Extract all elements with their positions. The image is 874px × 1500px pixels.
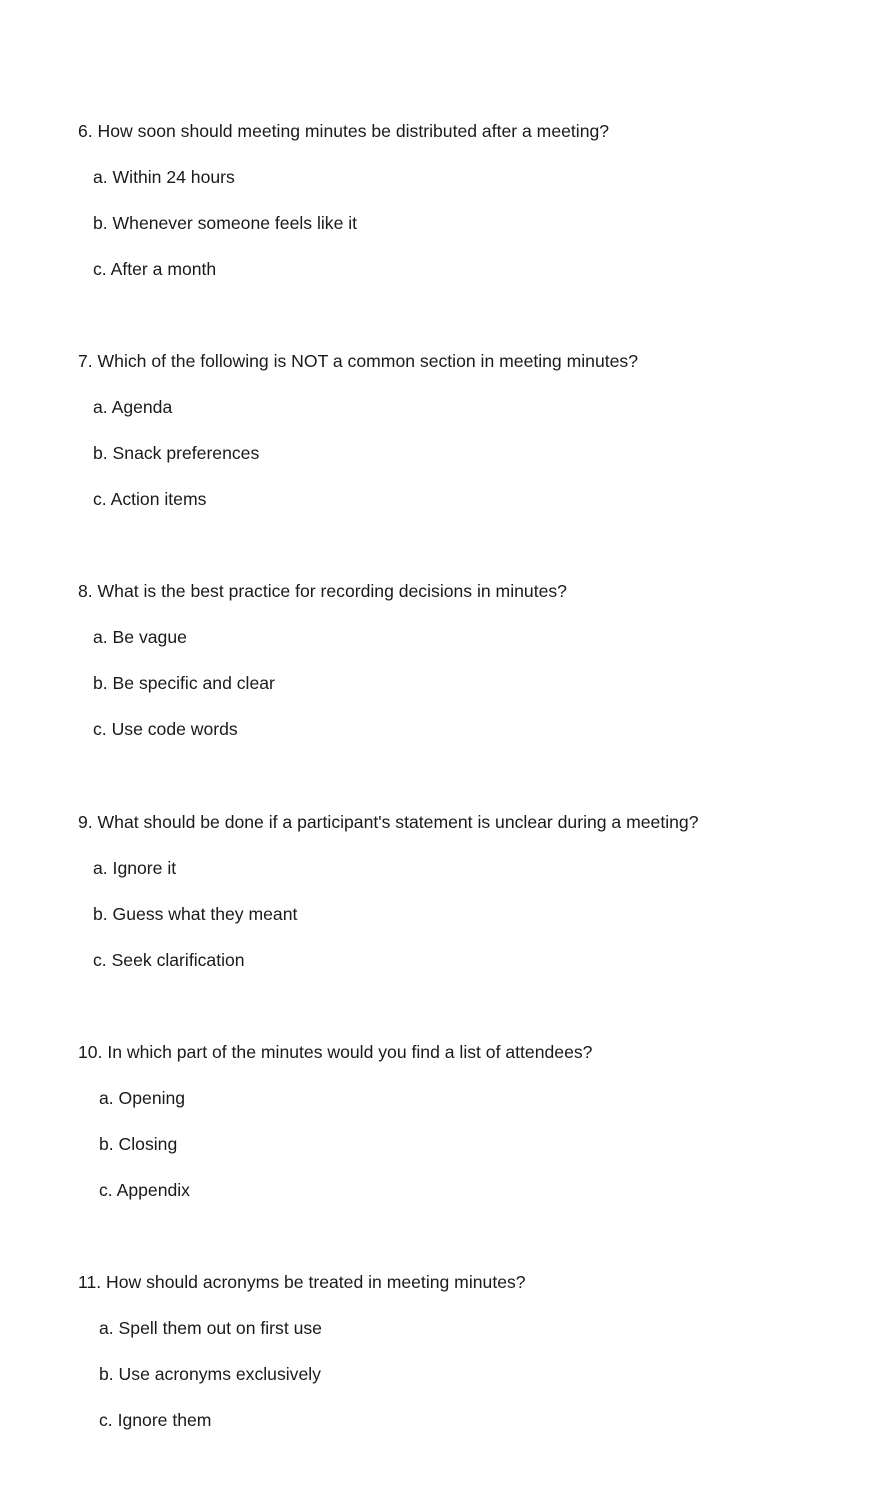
question-block [0,1270,874,1500]
answer-option: a. Within 24 hours [93,167,235,187]
answer-option: b. Closing [99,1133,178,1154]
question-block [0,579,874,809]
answer-option: b. Use acronyms exclusively [99,1364,321,1384]
question-text: 11. How should acronyms be treated in meeting minutes? [78,1272,526,1292]
answer-option: c. After a month [93,259,217,279]
question-text: 6. How soon should meeting minutes be distributed after a meeting? [78,121,610,141]
answer-option: b. Whenever someone feels like it [93,213,358,233]
answer-option: c. Appendix [99,1179,190,1200]
question-block [0,119,874,349]
answer-option: c. Ignore them [99,1410,212,1430]
answer-option: b. Snack preferences [93,443,260,464]
question-text: 8. What is the best practice for recording decisions in minutes? [78,581,567,602]
answer-option: c. Seek clarification [93,949,245,970]
question-text: 7. Which of the following is NOT a common section in meeting minutes? [78,351,638,372]
answer-option: a. Spell them out on first use [99,1318,322,1338]
question-text: 9. What should be done if a participant's statement is unclear during a meeting? [78,811,699,832]
answer-option: b. Guess what they meant [93,903,298,924]
question-text: 10. In which part of the minutes would you find a list of attendees? [78,1041,593,1062]
question-block [0,810,874,1040]
answer-option: b. Be specific and clear [93,673,275,694]
answer-option: c. Action items [93,489,207,510]
answer-option: c. Use code words [93,719,238,740]
answer-option: a. Opening [99,1087,186,1108]
question-block [0,1040,874,1270]
question-block [0,349,874,579]
answer-option: a. Agenda [93,397,173,418]
answer-option: a. Ignore it [93,857,177,878]
answer-option: a. Be vague [93,627,187,648]
